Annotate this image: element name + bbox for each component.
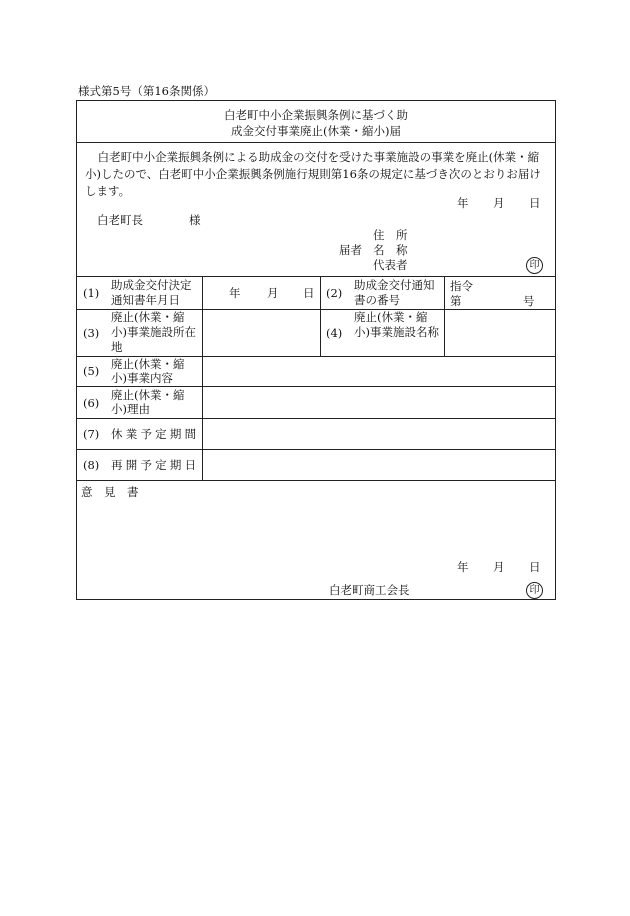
title-divider bbox=[77, 142, 555, 143]
row-5-number: (5) bbox=[83, 364, 100, 378]
row-6-label: 廃止(休業・縮小)理由 bbox=[111, 388, 185, 416]
applicant-representative-label: 代表者 bbox=[373, 258, 408, 272]
applicant-name-label: 名 称 bbox=[373, 243, 408, 257]
applicant-seal-icon: 印 bbox=[526, 257, 543, 274]
row-2-label: 助成金交付通知書の番号 bbox=[354, 278, 435, 307]
row-2-number: (2) bbox=[326, 286, 343, 300]
applicant-label: 届者 bbox=[339, 243, 362, 257]
row-1-month: 月 bbox=[267, 286, 279, 300]
date-month: 月 bbox=[493, 196, 505, 210]
row-2-prefix: 指令 bbox=[450, 279, 473, 293]
row-1-number: (1) bbox=[83, 286, 100, 300]
opinion-date-year: 年 bbox=[457, 560, 469, 574]
row-7-number: (7) bbox=[83, 427, 100, 441]
form-number: 様式第5号（第16条関係） bbox=[78, 84, 215, 98]
row-4-label: 廃止(休業・縮小)事業施設名称 bbox=[354, 310, 439, 339]
opinion-date-day: 日 bbox=[529, 560, 541, 574]
row-6-number: (6) bbox=[83, 396, 100, 410]
opinion-date-month: 月 bbox=[493, 560, 505, 574]
row-8-label: 再開予定期日 bbox=[111, 458, 200, 472]
row-1-label: 助成金交付決定通知書年月日 bbox=[111, 278, 192, 307]
date-day: 日 bbox=[529, 196, 541, 210]
table-top-line bbox=[77, 276, 555, 277]
row-2-go: 号 bbox=[523, 294, 535, 308]
form-frame bbox=[76, 100, 556, 600]
date-year: 年 bbox=[457, 196, 469, 210]
addressee-honorific: 様 bbox=[189, 213, 201, 227]
title-line-2: 成金交付事業廃止(休業・縮小)届 bbox=[231, 124, 401, 138]
row-4-number: (4) bbox=[326, 326, 343, 340]
row-1-day: 日 bbox=[303, 286, 315, 300]
opinion-title: 意 見 書 bbox=[81, 485, 139, 499]
notice-body: 白老町中小企業振興条例による助成金の交付を受けた事業施設の事業を廃止(休業・縮小)したので、白老町中小企業振興条例施行規則第16条の規定に基づき次のとおりお届けします。 bbox=[85, 150, 541, 198]
title-line-1: 白老町中小企業振興条例に基づく助 bbox=[224, 108, 408, 122]
row-3-number: (3) bbox=[83, 326, 100, 340]
row-1-year: 年 bbox=[229, 286, 241, 300]
opinion-signer: 白老町商工会長 bbox=[329, 583, 410, 597]
opinion-seal-icon: 印 bbox=[526, 582, 543, 599]
row-3-label: 廃止(休業・縮小)事業施設所在地 bbox=[111, 310, 196, 354]
applicant-address-label: 住 所 bbox=[373, 228, 408, 242]
row-8-number: (8) bbox=[83, 458, 100, 472]
row-2-dai: 第 bbox=[450, 294, 462, 308]
row-7-label: 休業予定期間 bbox=[111, 427, 200, 441]
row-5-label: 廃止(休業・縮小)事業内容 bbox=[111, 357, 185, 385]
addressee-name: 白老町長 bbox=[97, 213, 143, 227]
table-bottom-line bbox=[77, 480, 555, 481]
